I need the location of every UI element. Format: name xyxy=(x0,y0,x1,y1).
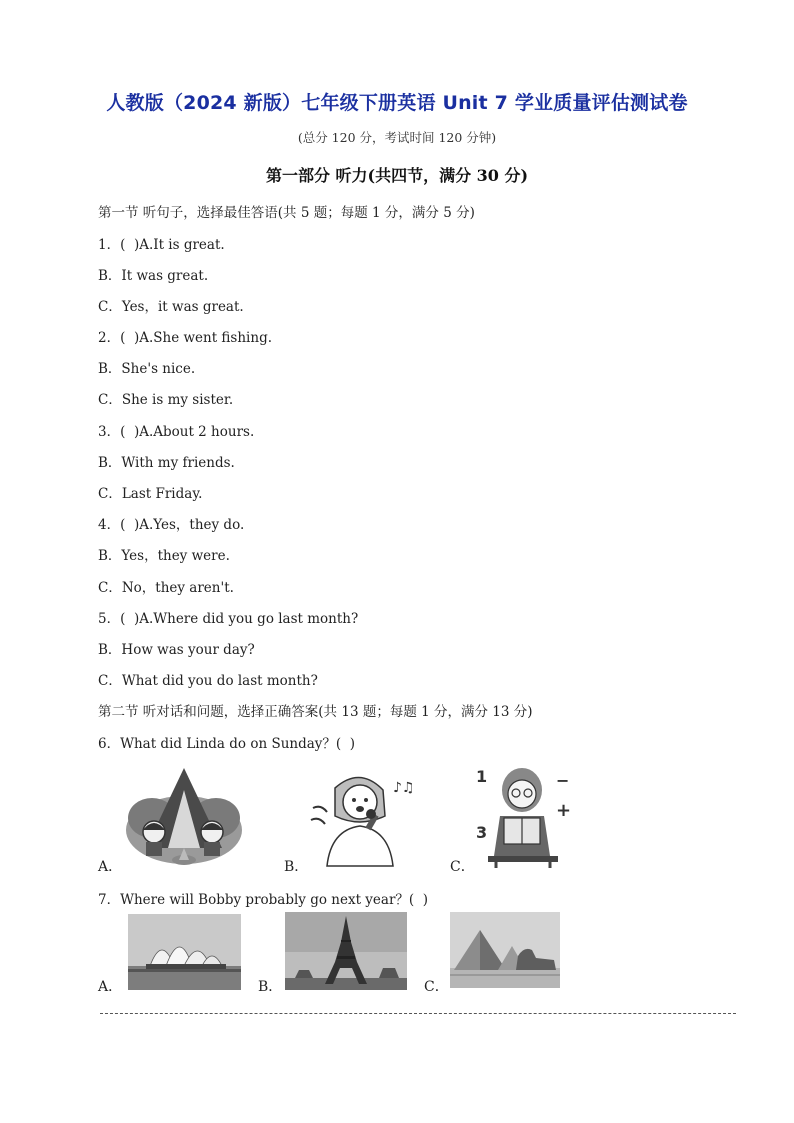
question-6-option-a-label: A． xyxy=(98,859,123,875)
question-1-option-c: C．Yes，it was great. xyxy=(98,299,244,315)
question-5-option-c: C．What did you do last month? xyxy=(98,673,318,689)
pyramids-sphinx-picture xyxy=(450,912,560,988)
svg-text:♪♫: ♪♫ xyxy=(393,780,415,796)
svg-text:−: − xyxy=(556,771,570,790)
question-4: 4．( )A.Yes，they do. xyxy=(98,517,245,533)
question-3-option-b: B．With my friends. xyxy=(98,455,235,471)
question-3: 3．( )A.About 2 hours. xyxy=(98,424,255,440)
sydney-opera-house-picture xyxy=(128,914,241,990)
page-divider xyxy=(100,1013,736,1014)
question-1: 1．( )A.It is great. xyxy=(98,237,225,253)
question-1-option-b: B．It was great. xyxy=(98,268,209,284)
question-6: 6．What did Linda do on Sunday？( ) xyxy=(98,736,356,752)
question-7: 7．Where will Bobby probably go next year？( ) xyxy=(98,892,429,908)
svg-text:1: 1 xyxy=(476,767,488,786)
exam-title: 人教版（2024 新版）七年级下册英语 Unit 7 学业质量评估测试卷 xyxy=(106,92,688,114)
question-6-option-c-label: C． xyxy=(450,859,475,875)
camping-tent-picture xyxy=(124,760,244,868)
question-2: 2．( )A.She went fishing. xyxy=(98,330,272,346)
eiffel-tower-picture xyxy=(285,912,407,990)
girl-singing-picture xyxy=(305,768,415,868)
question-7-option-a-label: A． xyxy=(98,979,123,995)
question-2-option-b: B．She's nice. xyxy=(98,361,196,377)
question-4-option-c: C．No，they aren't. xyxy=(98,580,234,596)
question-6-option-b-label: B． xyxy=(284,859,309,875)
question-4-option-b: B．Yes，they were. xyxy=(98,548,230,564)
question-2-option-c: C．She is my sister. xyxy=(98,392,234,408)
section-one-heading: 第一节 听句子，选择最佳答语(共 5 题；每题 1 分，满分 5 分) xyxy=(98,205,475,221)
exam-subtitle: (总分 120 分，考试时间 120 分钟) xyxy=(297,130,497,145)
question-7-option-c-label: C． xyxy=(424,979,449,995)
svg-text:3: 3 xyxy=(476,823,488,842)
question-7-option-b-label: B． xyxy=(258,979,283,995)
question-5: 5．( )A.Where did you go last month? xyxy=(98,611,359,627)
question-5-option-b: B．How was your day? xyxy=(98,642,255,658)
svg-text:+: + xyxy=(556,800,572,821)
section-two-heading: 第二节 听对话和问题，选择正确答案(共 13 题；每题 1 分，满分 13 分) xyxy=(98,704,533,720)
girl-reading-picture xyxy=(470,760,575,868)
question-3-option-c: C．Last Friday. xyxy=(98,486,203,502)
part-one-title: 第一部分 听力(共四节，满分 30 分) xyxy=(265,166,529,185)
